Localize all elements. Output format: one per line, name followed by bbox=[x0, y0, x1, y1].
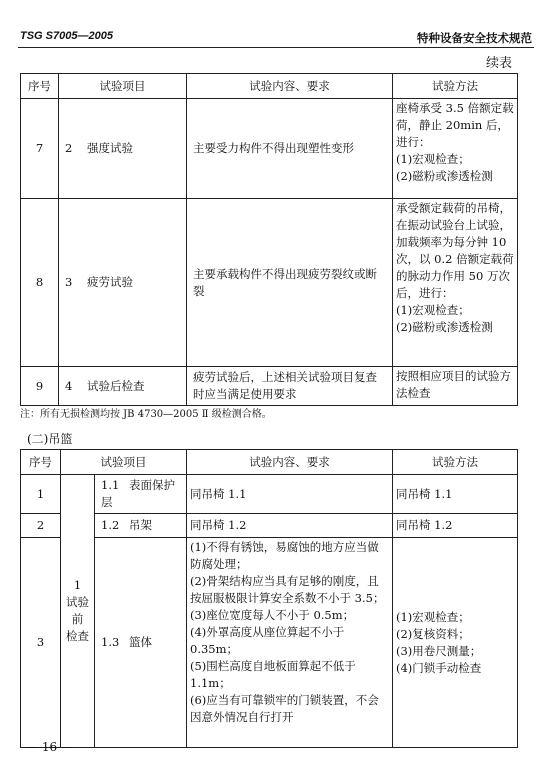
method-line: (2)磁粉或渗透检测 bbox=[396, 169, 493, 183]
row-method bbox=[393, 367, 518, 406]
method-line: 座椅承受 3.5 倍额定载荷，静止 20min 后，进行： bbox=[396, 101, 514, 149]
row-no: 2 bbox=[21, 514, 61, 538]
table-header-row bbox=[21, 74, 518, 99]
group-label-line: 试验 bbox=[66, 595, 89, 609]
item-no: 1.3 bbox=[101, 635, 120, 649]
row-no: 7 bbox=[21, 99, 59, 199]
row-method: 同吊椅 1.1 bbox=[393, 475, 518, 514]
col-header-item: 试验项目 bbox=[59, 74, 187, 99]
row-item bbox=[95, 475, 187, 514]
item-name: 吊架 bbox=[129, 518, 152, 532]
method-line: (1)宏观检查； bbox=[396, 303, 470, 317]
row-content bbox=[187, 538, 393, 748]
row-method bbox=[393, 199, 518, 367]
table-note: 注：所有无损检测均按 JB 4730—2005 Ⅱ 级检测合格。 bbox=[20, 409, 272, 420]
row-item bbox=[95, 514, 187, 538]
row-item bbox=[59, 199, 187, 367]
item-name: 强度试验 bbox=[87, 141, 133, 155]
content-line: (5)围栏高度自地板面算起不低于 1.1m； bbox=[190, 659, 356, 690]
standard-code: TSG S7005—2005 bbox=[20, 30, 113, 42]
row-content: 主要受力构件不得出现塑性变形 bbox=[187, 99, 393, 199]
content-line: (2)骨架结构应当具有足够的刚度，且按屈服极限计算安全系数不小于 3.5； bbox=[190, 574, 385, 605]
row-no: 3 bbox=[21, 538, 61, 748]
page-number: — 16 — bbox=[26, 740, 73, 754]
content-line: (6)应当有可靠锁牢的门锁装置，不会因意外情况自行打开 bbox=[190, 693, 379, 724]
content-line: (1)不得有锈蚀，易腐蚀的地方应当做防腐处理； bbox=[190, 540, 379, 571]
row-content: 同吊椅 1.2 bbox=[187, 514, 393, 538]
table-row bbox=[21, 538, 518, 748]
table-row bbox=[21, 199, 518, 367]
method-line: (2)复核资料； bbox=[396, 626, 470, 641]
group-label-line: 前 bbox=[71, 612, 84, 626]
test-table-continued bbox=[20, 73, 518, 406]
item-no: 3 bbox=[65, 275, 73, 289]
row-item bbox=[95, 538, 187, 748]
item-name: 表面保护层 bbox=[101, 478, 175, 509]
method-line: (2)磁粉或渗透检测 bbox=[396, 320, 493, 334]
col-header-no: 序号 bbox=[21, 450, 61, 475]
table-row bbox=[21, 367, 518, 406]
row-item bbox=[59, 99, 187, 199]
col-header-item: 试验项目 bbox=[61, 450, 187, 475]
method-line: 承受额定载荷的吊椅，在振动试验台上试验，加载频率为每分钟 10 次，以 0.2 倍额定载荷的脉动力作用 50 万次后，进行： bbox=[396, 201, 514, 300]
row-item bbox=[59, 367, 187, 406]
table-row bbox=[21, 475, 518, 514]
row-content: 同吊椅 1.1 bbox=[187, 475, 393, 514]
row-no: 9 bbox=[21, 367, 59, 406]
method-line: (3)用卷尺测量； bbox=[396, 643, 482, 658]
item-no: 1.2 bbox=[101, 518, 120, 532]
table-header-row bbox=[21, 450, 518, 475]
row-content: 疲劳试验后，上述相关试验项目复查时应当满足使用要求 bbox=[187, 367, 393, 406]
method-line: (4)门锁手动检查 bbox=[396, 660, 482, 675]
continued-label: 续表 bbox=[485, 56, 512, 71]
item-name: 疲劳试验 bbox=[87, 275, 133, 289]
row-no: 8 bbox=[21, 199, 59, 367]
col-header-no: 序号 bbox=[21, 74, 59, 99]
row-content: 主要承载构件不得出现疲劳裂纹或断裂 bbox=[187, 199, 393, 367]
item-no: 1.1 bbox=[101, 478, 120, 492]
table-row bbox=[21, 99, 518, 199]
row-method: 同吊椅 1.2 bbox=[393, 514, 518, 538]
table-row bbox=[21, 514, 518, 538]
col-header-method: 试验方法 bbox=[393, 74, 518, 99]
content-line: (4)外罩高度从座位算起不小于 0.35m； bbox=[190, 625, 345, 656]
method-line: (1)宏观检查； bbox=[396, 152, 470, 166]
method-line: (1)宏观检查； bbox=[396, 609, 470, 624]
item-no: 2 bbox=[65, 141, 73, 155]
item-name: 试验后检查 bbox=[87, 378, 145, 393]
row-method bbox=[393, 99, 518, 199]
content-line: (3)座位宽度每人不小于 0.5m； bbox=[190, 608, 355, 622]
col-header-content: 试验内容、要求 bbox=[187, 450, 393, 475]
col-header-content: 试验内容、要求 bbox=[187, 74, 393, 99]
item-name: 篮体 bbox=[129, 635, 152, 649]
row-method bbox=[393, 538, 518, 748]
group-label bbox=[61, 475, 95, 748]
header-rule bbox=[18, 47, 534, 48]
basket-test-table bbox=[20, 449, 518, 748]
item-no: 4 bbox=[65, 378, 73, 393]
page-header bbox=[0, 0, 550, 50]
group-label-line: 1 bbox=[73, 578, 82, 592]
section-title: (二)吊篮 bbox=[27, 432, 73, 446]
row-no: 1 bbox=[21, 475, 61, 514]
group-label-line: 检查 bbox=[66, 629, 89, 643]
method-line: 按照相应项目的试验方法检查 bbox=[396, 369, 511, 400]
col-header-method: 试验方法 bbox=[393, 450, 518, 475]
spec-title: 特种设备安全技术规范 bbox=[417, 31, 532, 45]
